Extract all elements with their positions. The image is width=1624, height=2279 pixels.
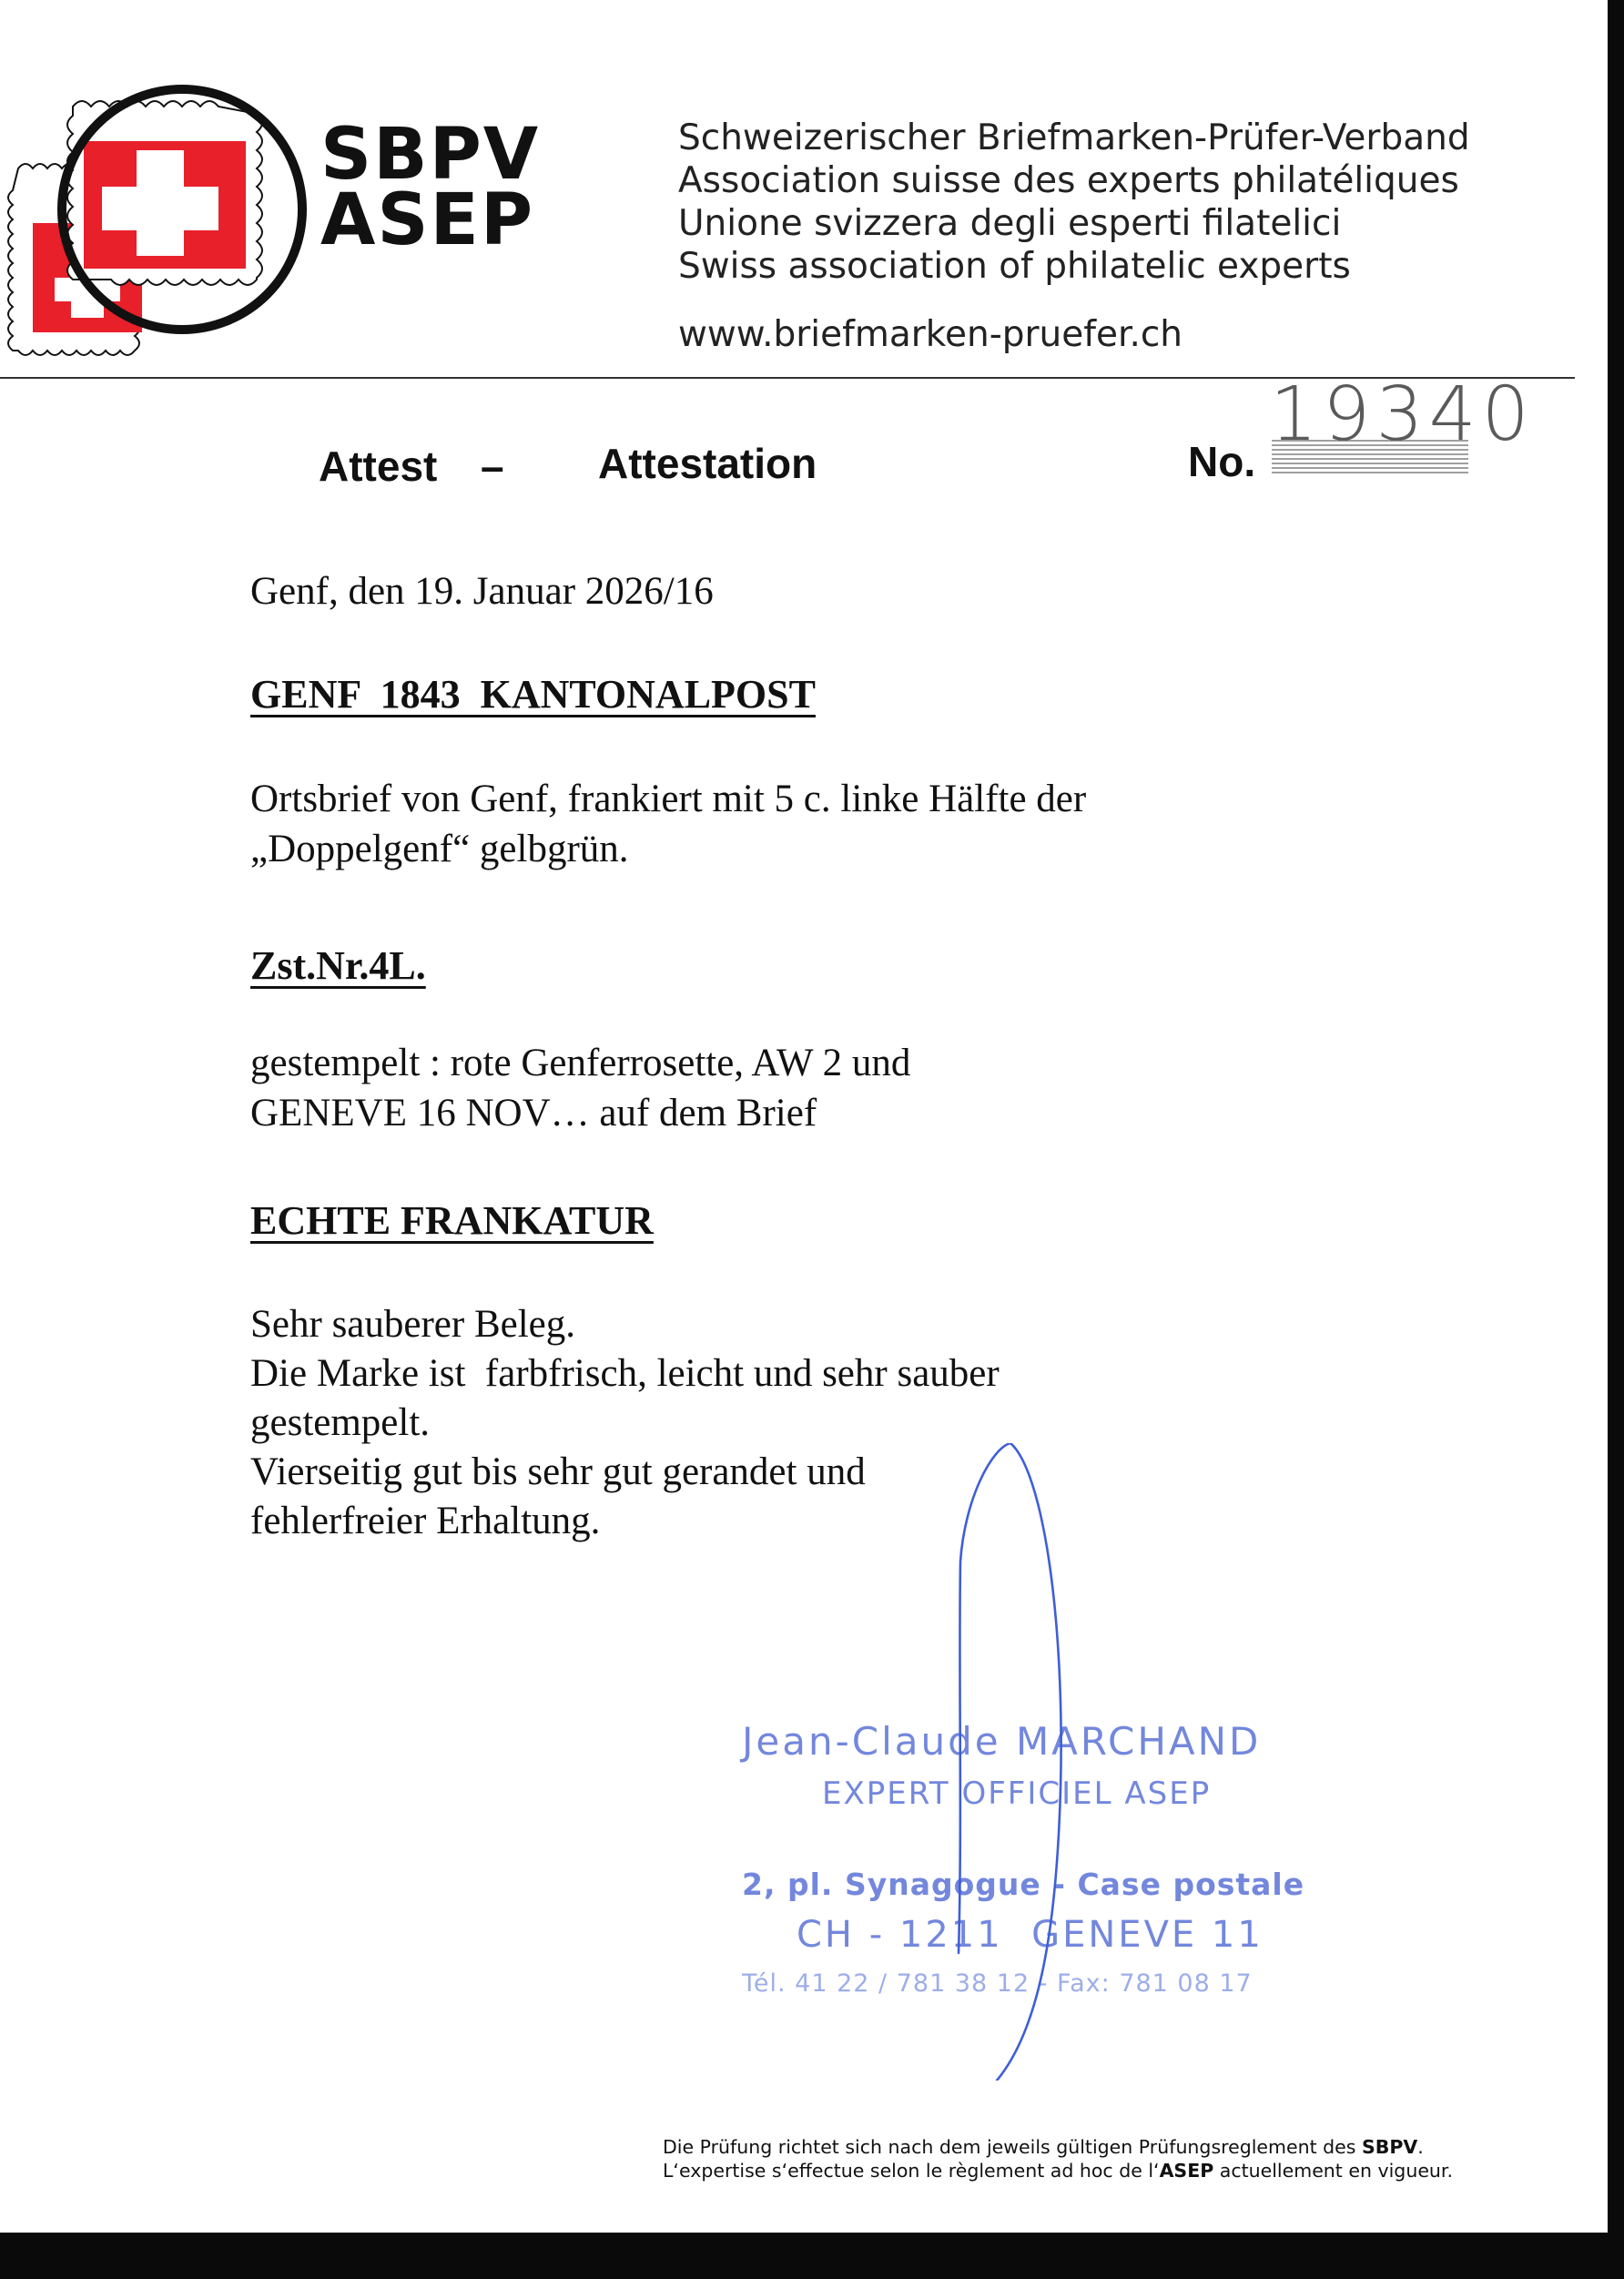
title-attest: Attest — [319, 443, 438, 490]
expert-stamp-title: EXPERT OFFICIEL ASEP — [822, 1775, 1212, 1812]
website-link[interactable]: www.briefmarken-pruefer.ch — [678, 314, 1182, 355]
condition-line: gestempelt. — [250, 1401, 431, 1444]
certificate-number-label: No. — [1188, 438, 1256, 485]
cancellation-line: GENEVE 16 NOV… auf dem Brief — [250, 1092, 817, 1134]
title-attestation: Attestation — [598, 440, 817, 487]
expert-stamp-name: Jean-Claude MARCHAND — [742, 1719, 1262, 1764]
footer-line-fr — [663, 2159, 1453, 2182]
description-line: Ortsbrief von Genf, frankiert mit 5 c. linke Hälfte der — [250, 778, 1087, 820]
title-dash: – — [481, 443, 504, 490]
heading-catalogue-number: Zst.Nr.4L. — [250, 943, 426, 988]
condition-line: Vierseitig gut bis sehr gut gerandet und — [250, 1450, 866, 1493]
association-name-it: Unione svizzera degli esperti filatelici — [678, 203, 1342, 244]
footer-text: L‘expertise s‘effectue selon le règlement ad hoc de l‘ — [663, 2160, 1160, 2182]
description-line: „Doppelgenf“ gelbgrün. — [250, 828, 629, 870]
footer-bold: ASEP — [1159, 2160, 1214, 2182]
expert-stamp-city: CH - 1211 GENEVE 11 — [797, 1914, 1264, 1956]
certificate-number: 19340 — [1270, 371, 1535, 458]
scan-border-right — [1608, 0, 1624, 2279]
cancellation-line: gestempelt : rote Genferrosette, AW 2 und — [250, 1042, 911, 1084]
condition-line: fehlerfreier Erhaltung. — [250, 1500, 601, 1542]
logo-wordmark: SBPV ASEP — [320, 114, 541, 261]
footer-text: actuellement en vigueur. — [1213, 2160, 1453, 2182]
condition-line: Die Marke ist farbfrisch, leicht und sehr sauber — [250, 1352, 1000, 1395]
association-name-en: Swiss association of philatelic experts — [678, 246, 1351, 287]
heading-issue: GENF 1843 KANTONALPOST — [250, 672, 816, 717]
footer-text: . — [1417, 2136, 1424, 2158]
certificate-date: Genf, den 19. Januar 2026/16 — [250, 570, 714, 613]
footer-bold: SBPV — [1361, 2136, 1418, 2158]
expert-stamp-address: 2, pl. Synagogue - Case postale — [742, 1867, 1305, 1902]
condition-notes — [250, 1300, 1000, 1546]
handwritten-signature-icon — [942, 1443, 1088, 2081]
footer-disclaimer — [663, 2135, 1453, 2182]
number-underline-lines — [1272, 437, 1468, 477]
association-names — [678, 117, 1470, 288]
sbpv-logo-icon — [0, 50, 314, 378]
footer-text: Die Prüfung richtet sich nach dem jeweils gültigen Prüfungsreglement des — [663, 2136, 1362, 2158]
association-name-fr: Association suisse des experts philatéliques — [678, 160, 1459, 201]
cancellation-description — [250, 1038, 910, 1138]
condition-line: Sehr sauberer Beleg. — [250, 1303, 575, 1346]
association-name-de: Schweizerischer Briefmarken-Prüfer-Verband — [678, 117, 1470, 158]
scan-border-bottom — [0, 2233, 1624, 2279]
expert-stamp-phone: Tél. 41 22 / 781 38 12 - Fax: 781 08 17 — [742, 1969, 1253, 1998]
item-description — [250, 774, 1086, 874]
heading-verdict: ECHTE FRANKATUR — [250, 1198, 654, 1243]
footer-line-de — [663, 2135, 1453, 2159]
